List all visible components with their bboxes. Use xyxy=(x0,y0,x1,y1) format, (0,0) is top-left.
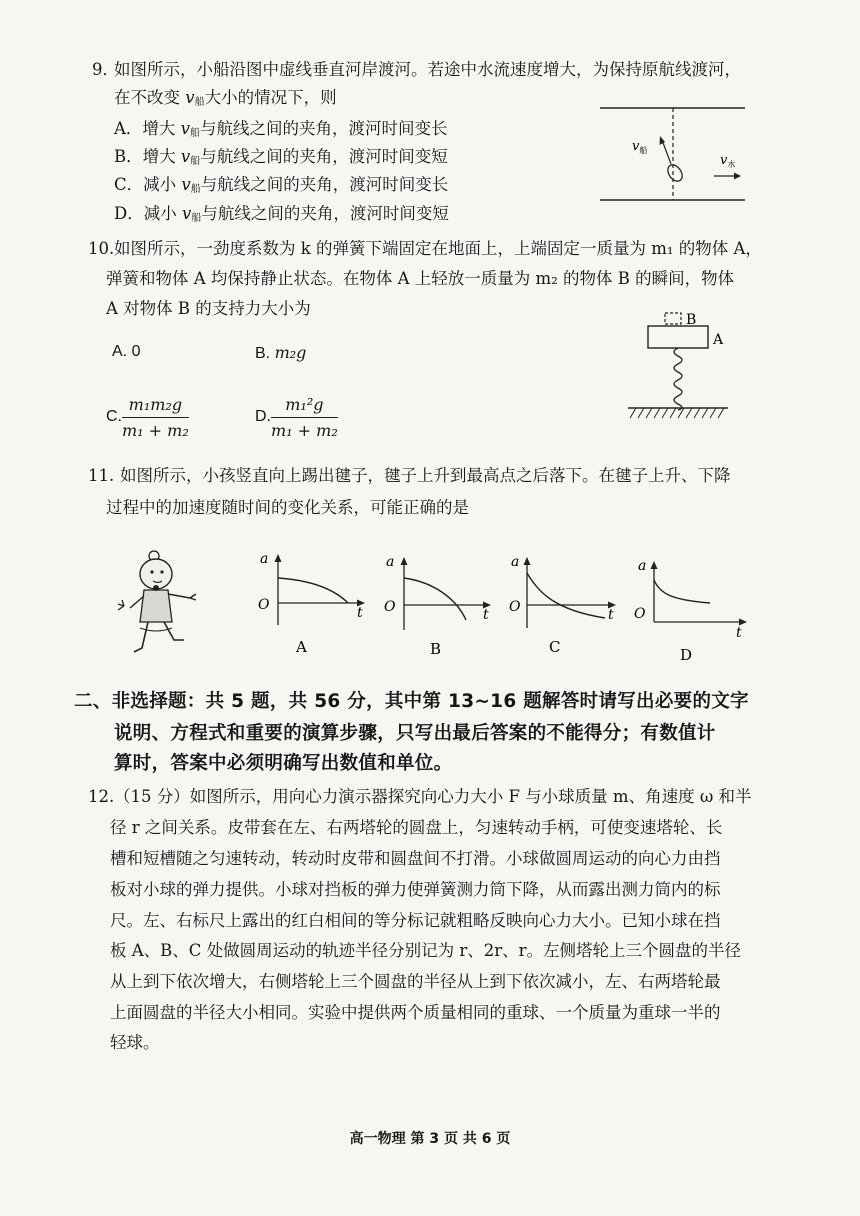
q10-line2: 弹簧和物体 A 均保持静止状态。在物体 A 上轻放一质量为 m₂ 的物体 B 的瞬间，物体 xyxy=(106,269,735,288)
q11-line1: 如图所示，小孩竖直向上踢出毽子，毽子上升到最高点之后落下。在毽子上升、下降 xyxy=(120,466,731,485)
v-water-label: $v_水$ xyxy=(720,153,736,169)
q10-option-b: B. m₂g xyxy=(255,343,307,362)
svg-text:t: t xyxy=(736,625,742,641)
child-kicking-shuttlecock-illustration xyxy=(112,548,212,663)
graph-a-curve xyxy=(278,578,348,603)
svg-text:O: O xyxy=(384,599,396,615)
q12-line5: 尺。左、右标尺上露出的红白相间的等分标记就粗略反映向心力大小。已知小球在挡 xyxy=(110,911,721,930)
svg-text:O: O xyxy=(258,597,270,613)
q10-option-c-fraction xyxy=(122,395,189,441)
block-b xyxy=(665,313,681,324)
svg-text:A: A xyxy=(296,638,307,655)
svg-text:a: a xyxy=(386,554,395,570)
q10-line1: 如图所示，一劲度系数为 k 的弹簧下端固定在地面上，上端固定一质量为 m₁ 的物体 A， xyxy=(114,239,762,258)
q11-line2: 过程中的加速度随时间的变化关系，可能正确的是 xyxy=(106,498,469,517)
q10-option-a: A. 0 xyxy=(112,343,141,360)
q9-river-figure xyxy=(600,100,745,210)
q10-spring-figure xyxy=(620,308,740,423)
q11-number: 11. xyxy=(88,466,115,485)
q10-option-c-key: C. xyxy=(106,408,122,425)
q9-stem-line2: 在不改变 $v_船$大小的情况下，则 xyxy=(114,88,337,108)
graph-b xyxy=(378,548,494,658)
spring xyxy=(674,348,682,410)
svg-text:t: t xyxy=(483,607,489,623)
section2-line1: 二、非选择题：共 5 题，共 56 分，其中第 13~16 题解答时请写出必要的文字 xyxy=(74,691,749,712)
q12-number: 12. xyxy=(88,787,115,806)
label-a: A xyxy=(713,332,724,348)
svg-text:a: a xyxy=(638,558,647,574)
svg-text:B: B xyxy=(430,640,442,658)
boat-velocity-arrowhead xyxy=(660,136,666,145)
q10-number: 10. xyxy=(88,239,115,258)
svg-text:O: O xyxy=(509,599,521,615)
q9-option-d: D．减小 $v_船$与航线之间的夹角，渡河时间变短 xyxy=(114,204,449,224)
graph-a xyxy=(252,545,368,655)
q9-number: 9． xyxy=(92,60,119,79)
q12-line6: 板 A、B、C 处做圆周运动的轨迹半径分别记为 r、2r、r。左侧塔轮上三个圆盘的半径 xyxy=(110,941,742,960)
ground-hatching xyxy=(630,408,724,418)
graph-c xyxy=(505,548,621,658)
graph-d xyxy=(630,552,752,664)
graph-c-curve xyxy=(527,573,605,618)
q10-d-denominator: m₁ + m₂ xyxy=(271,421,338,440)
svg-text:C: C xyxy=(549,638,561,656)
q12-line4: 板对小球的弹力提供。小球对挡板的弹力使弹簧测力筒下降，从而露出测力筒内的标 xyxy=(110,880,721,899)
q10-d-numerator: m₁²g xyxy=(271,395,338,418)
water-velocity-arrowhead xyxy=(734,173,741,180)
q9-option-b: B．增大 $v_船$与航线之间的夹角，渡河时间变短 xyxy=(114,147,448,167)
q12-line7: 从上到下依次增大，右侧塔轮上三个圆盘的半径从上到下依次减小，左、右两塔轮最 xyxy=(110,972,721,991)
v-boat-label: $v_船$ xyxy=(632,139,648,155)
boat-velocity-arrow xyxy=(662,140,671,164)
q12-line2: 径 r 之间关系。皮带套在左、右两塔轮的圆盘上，匀速转动手柄，可使变速塔轮、长 xyxy=(110,818,723,837)
section2-line3: 算时，答案中必须明确写出数值和单位。 xyxy=(114,753,453,774)
q10-c-denominator: m₁ + m₂ xyxy=(122,421,189,440)
label-b: B xyxy=(686,312,697,328)
svg-text:t: t xyxy=(357,605,363,621)
graph-b-curve xyxy=(404,578,466,620)
svg-text:D: D xyxy=(680,646,693,664)
q10-c-numerator: m₁m₂g xyxy=(122,395,189,418)
q12-line1: （15 分）如图所示，用向心力演示器探究向心力大小 F 与小球质量 m、角速度 ω 和半 xyxy=(114,787,752,806)
graph-d-curve xyxy=(654,580,710,603)
svg-text:a: a xyxy=(260,551,269,567)
svg-text:a: a xyxy=(511,554,520,570)
section2-line2: 说明、方程式和重要的演算步骤，只写出最后答案的不能得分；有数值计 xyxy=(114,723,716,744)
q9-option-c: C．减小 $v_船$与航线之间的夹角，渡河时间变长 xyxy=(114,175,449,195)
q10-line3: A 对物体 B 的支持力大小为 xyxy=(106,299,311,318)
q10-option-d-fraction xyxy=(271,395,338,441)
q9-stem-line1: 如图所示，小船沿图中虚线垂直河岸渡河。若途中水流速度增大，为保持原航线渡河， xyxy=(114,60,741,79)
block-a xyxy=(648,326,708,348)
q12-line3: 槽和短槽随之匀速转动，转动时皮带和圆盘间不打滑。小球做圆周运动的向心力由挡 xyxy=(110,849,721,868)
boat-icon xyxy=(665,162,685,184)
q12-line9: 轻球。 xyxy=(110,1033,160,1052)
q9-option-a: A．增大 $v_船$与航线之间的夹角，渡河时间变长 xyxy=(114,119,448,139)
page-footer: 高一物理 第 3 页 共 6 页 xyxy=(349,1131,511,1147)
svg-text:O: O xyxy=(634,606,646,622)
svg-text:t: t xyxy=(608,607,614,623)
q12-line8: 上面圆盘的半径大小相同。实验中提供两个质量相同的重球、一个质量为重球一半的 xyxy=(110,1003,721,1022)
q10-option-d-key: D. xyxy=(255,408,271,425)
